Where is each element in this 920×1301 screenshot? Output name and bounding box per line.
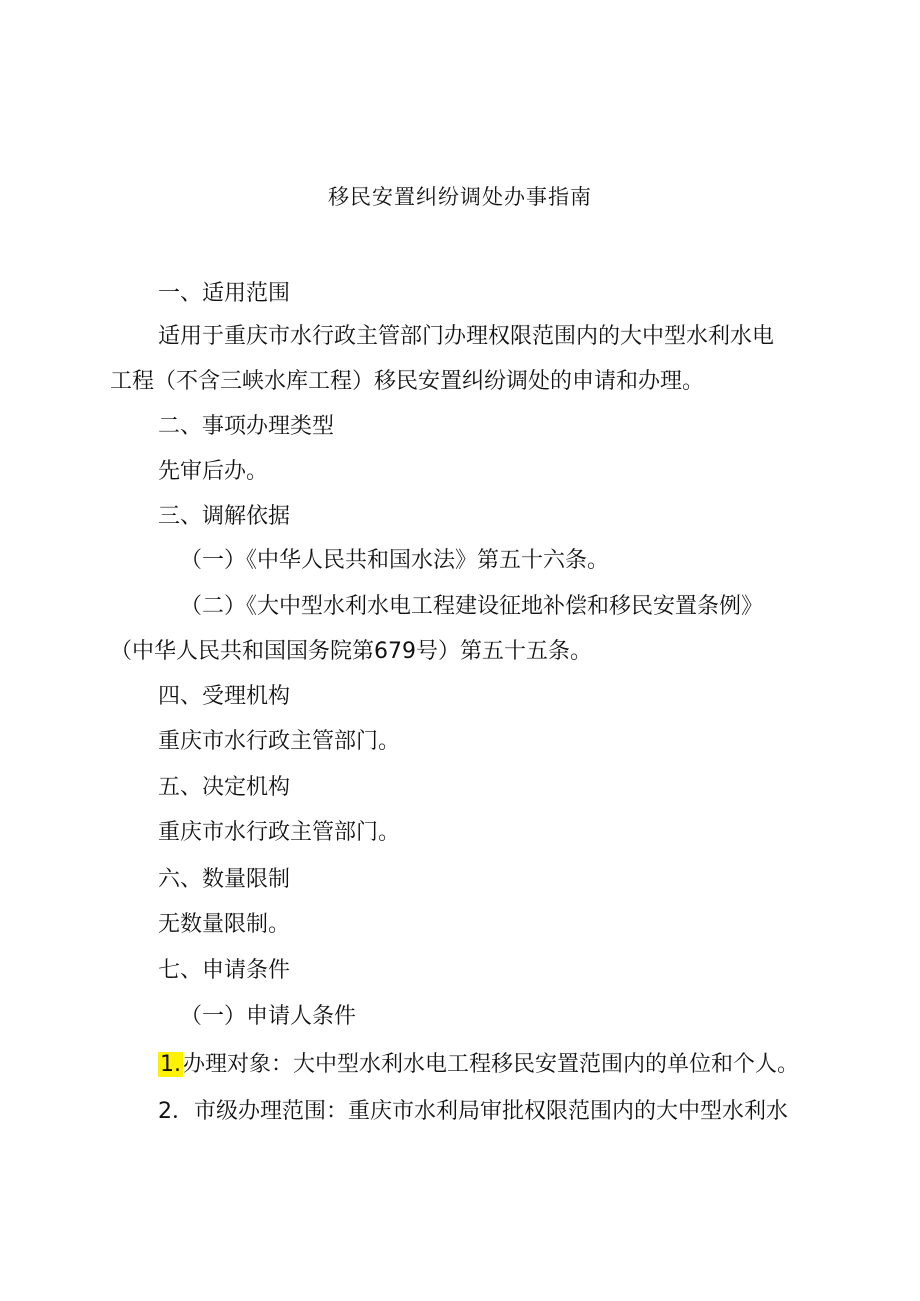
conditions-item-1	[158, 1050, 799, 1080]
type-text: 先审后办。	[158, 459, 269, 484]
accepting-agency-text: 重庆市水行政主管部门。	[158, 729, 401, 754]
basis-item-2-line-2: （中华人民共和国国务院第679号）第五十五条。	[110, 639, 592, 664]
section-heading-quantity-limit: 六、数量限制	[158, 867, 291, 892]
section-heading-basis: 三、调解依据	[158, 504, 291, 529]
scope-text-line-2: 工程（不含三峡水库工程）移民安置纠纷调处的申请和办理。	[110, 369, 705, 394]
basis-item-1: （一）《中华人民共和国水法》第五十六条。	[180, 548, 610, 573]
deciding-agency-text: 重庆市水行政主管部门。	[158, 820, 401, 845]
quantity-limit-text: 无数量限制。	[158, 912, 291, 937]
basis-item-2-line-1: （二）《大中型水利水电工程建设征地补偿和移民安置条例》	[180, 594, 764, 619]
section-heading-type: 二、事项办理类型	[158, 414, 335, 439]
conditions-item-2: 2．市级办理范围：重庆市水利局审批权限范围内的大中型水利水	[158, 1099, 788, 1124]
section-heading-conditions: 七、申请条件	[158, 958, 291, 983]
section-heading-accepting-agency: 四、受理机构	[158, 684, 291, 709]
section-heading-deciding-agency: 五、决定机构	[158, 775, 291, 800]
conditions-sub-heading: （一）申请人条件	[180, 1004, 357, 1029]
highlighted-item-number: 1.	[160, 1052, 181, 1077]
conditions-item-1-text: 办理对象：大中型水利水电工程移民安置范围内的单位和个人。	[183, 1052, 800, 1077]
scope-text-line-1: 适用于重庆市水行政主管部门办理权限范围内的大中型水利水电	[158, 324, 775, 349]
section-heading-scope: 一、适用范围	[158, 281, 291, 306]
document-title: 移民安置纠纷调处办事指南	[328, 185, 592, 209]
